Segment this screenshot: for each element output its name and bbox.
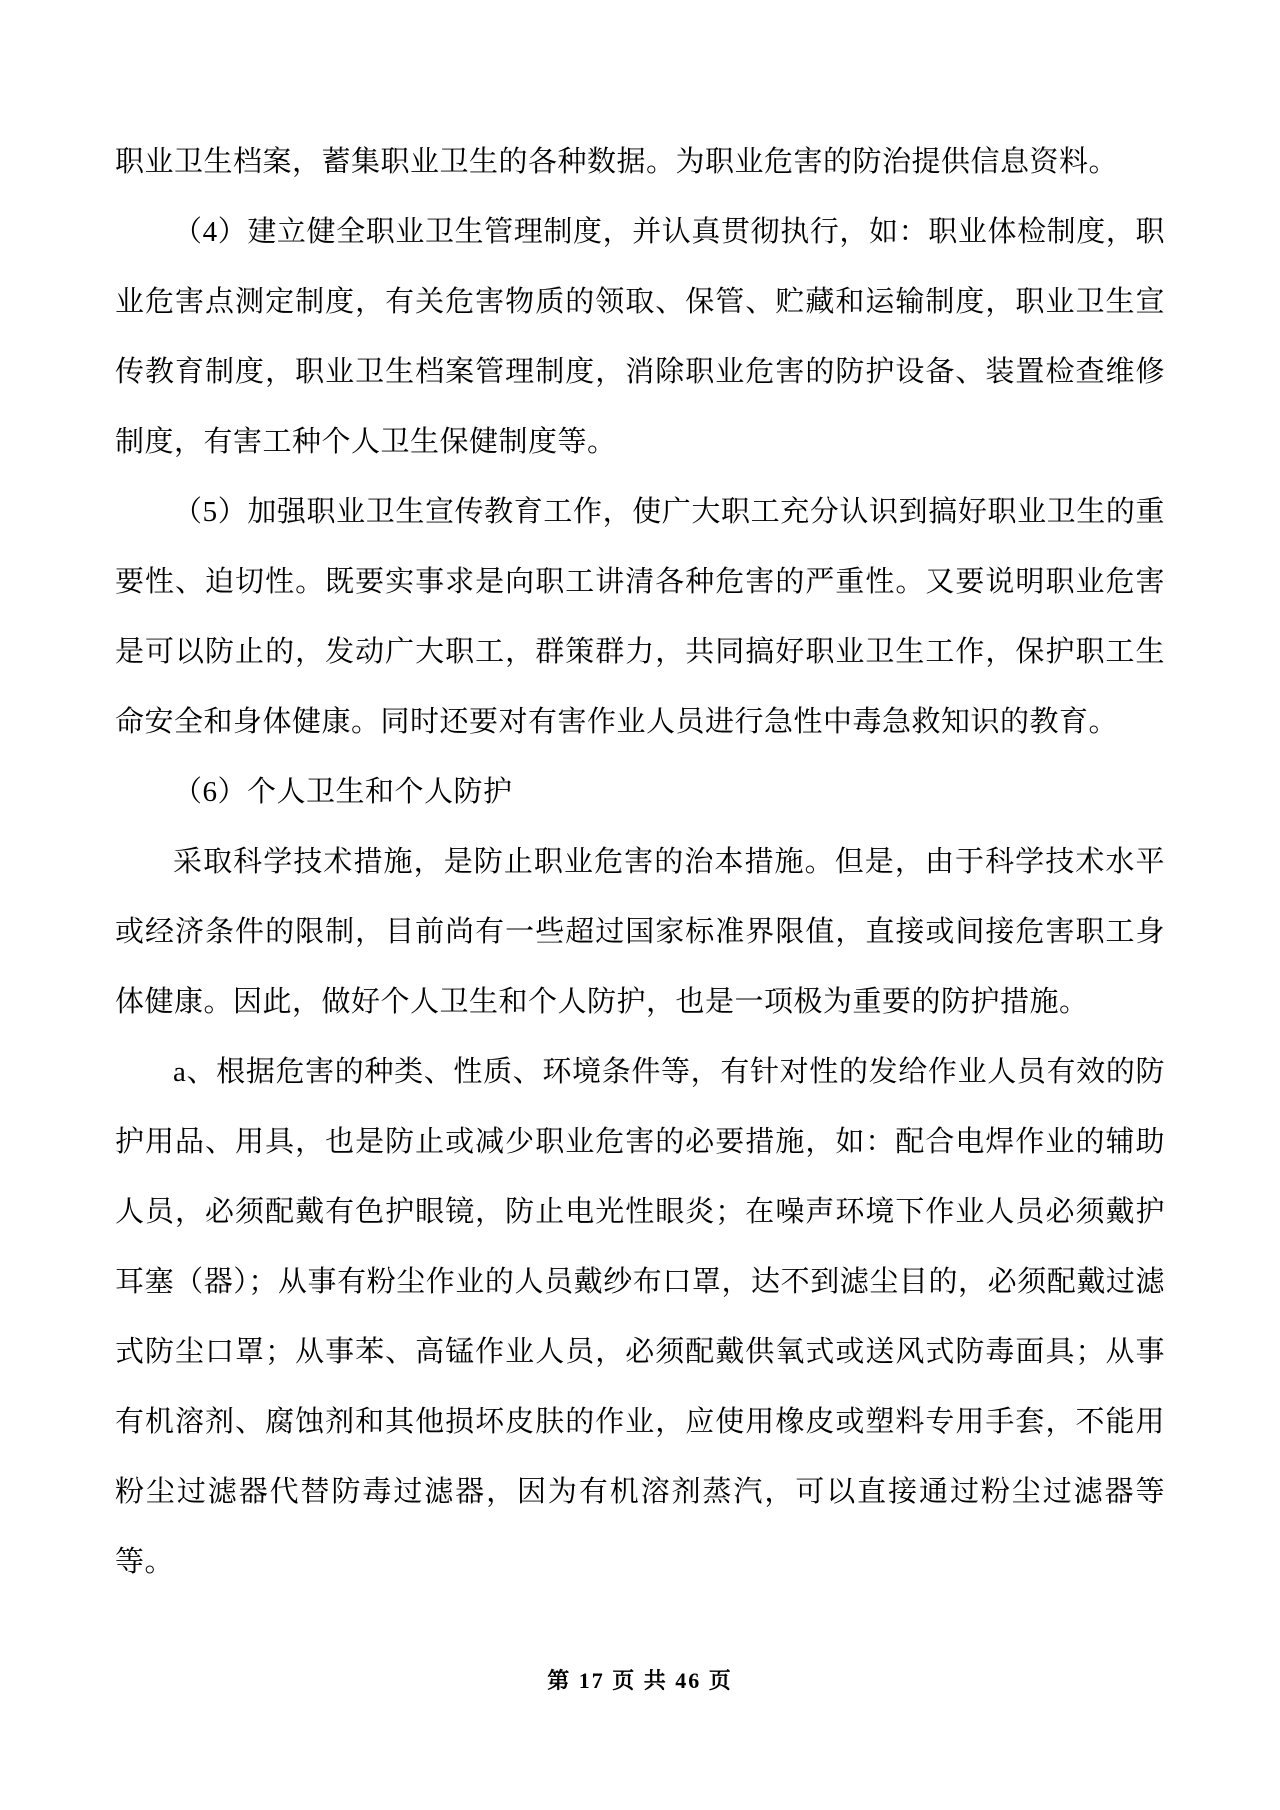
paragraph: （5）加强职业卫生宣传教育工作，使广大职工充分认识到搞好职业卫生的重要性、迫切性。既要实事求是向职工讲清各种危害的严重性。又要说明职业危害是可以防止的，发动广大职工，群策群力，共同搞好职业卫生工作，保护职工生命安全和身体健康。同时还要对有害作业人员进行急性中毒急救知识的教育。: [115, 496, 1165, 738]
page-number-footer: 第 17 页 共 46 页: [547, 1668, 733, 1693]
document-body: [115, 127, 1165, 1597]
paragraph: a、根据危害的种类、性质、环境条件等，有针对性的发给作业人员有效的防护用品、用具，也是防止或减少职业危害的必要措施，如：配合电焊作业的辅助人员，必须配戴有色护眼镜，防止电光性眼炎；在噪声环境下作业人员必须戴护耳塞（器）；从事有粉尘作业的人员戴纱布口罩，达不到滤尘目的，必须配戴过滤式防尘口罩；从事苯、高锰作业人员，必须配戴供氧式或送风式防毒面具；从事有机溶剂、腐蚀剂和其他损坏皮肤的作业，应使用橡皮或塑料专用手套，不能用粉尘过滤器代替防毒过滤器，因为有机溶剂蒸汽，可以直接通过粉尘过滤器等等。: [115, 1056, 1165, 1578]
paragraph: （6）个人卫生和个人防护: [173, 776, 513, 808]
paragraph: 职业卫生档案，蓄集职业卫生的各种数据。为职业危害的防治提供信息资料。: [115, 146, 1119, 178]
paragraph: 采取科学技术措施，是防止职业危害的治本措施。但是，由于科学技术水平或经济条件的限制，目前尚有一些超过国家标准界限值，直接或间接危害职工身体健康。因此，做好个人卫生和个人防护，也是一项极为重要的防护措施。: [115, 846, 1165, 1018]
paragraph: （4）建立健全职业卫生管理制度，并认真贯彻执行，如：职业体检制度，职业危害点测定制度，有关危害物质的领取、保管、贮藏和运输制度，职业卫生宣传教育制度，职业卫生档案管理制度，消除职业危害的防护设备、装置检查维修制度，有害工种个人卫生保健制度等。: [115, 216, 1165, 458]
